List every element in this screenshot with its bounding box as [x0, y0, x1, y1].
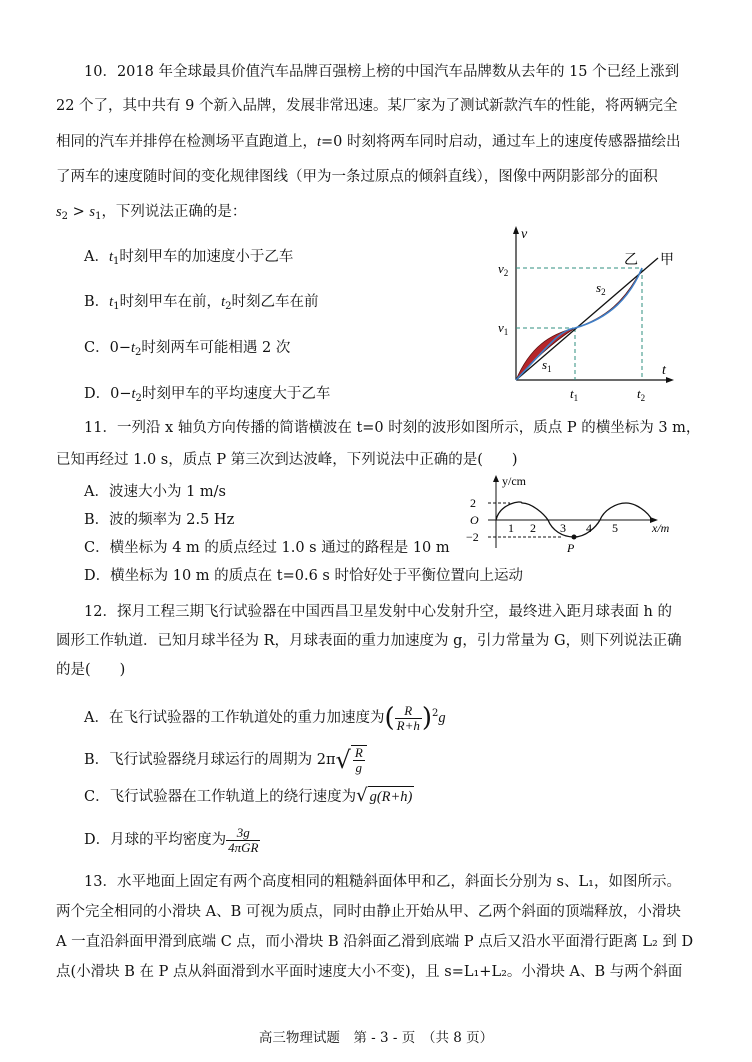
- s2-shade: [575, 268, 642, 328]
- q10-vt-graph: [490, 222, 690, 412]
- q10-line2: 22 个了，其中共有 9 个新入品牌，发展非常迅速。某厂家为了测试新款汽车的性能，将两辆完全: [56, 98, 678, 114]
- q12-line3: 的是( ): [56, 662, 126, 678]
- svg-text:y/cm: y/cm: [502, 474, 526, 488]
- svg-text:v2: $v_2$: [498, 261, 509, 278]
- svg-text:1: 1: [508, 521, 514, 535]
- svg-text:t: t: [662, 363, 666, 378]
- page-footer: 高三物理试题 第 - 3 - 页 （共 8 页）: [258, 1030, 494, 1046]
- svg-text:s1: $s_1$: [542, 357, 552, 374]
- q12-line1: 12．探月工程三期飞行试验器在中国西昌卫星发射中心发射升空，最终进入距月球表面 h 的: [84, 604, 673, 620]
- q11-option-a: A．波速大小为 1 m/s: [84, 484, 226, 500]
- q13-line3: A 一直沿斜面甲滑到底端 C 点，而小滑块 B 沿斜面乙滑到底端 P 点后又沿水平面滑行距离 L₂ 到 D: [56, 934, 694, 950]
- svg-text:t1: $t_1$: [570, 386, 579, 403]
- q10-line1: 10．2018 年全球最具价值汽车品牌百强榜上榜的中国汽车品牌数从去年的 15 个已经上涨到: [84, 64, 680, 80]
- q12-option-d: D．月球的平均密度为 $\frac{3g}{\text{4πGR}}$: [84, 824, 259, 855]
- wave-curve: [496, 502, 652, 537]
- svg-text:−2: −2: [466, 530, 479, 544]
- svg-text:4: 4: [586, 521, 592, 535]
- q11-line1: 11．一列沿 x 轴负方向传播的简谐横波在 t=0 时刻的波形如图所示，质点 P 的横坐标为 3 m，: [84, 420, 701, 436]
- svg-text:O: O: [470, 513, 479, 527]
- q11-option-d: D．横坐标为 10 m 的质点在 t=0.6 s 时恰好处于平衡位置向上运动: [84, 568, 523, 584]
- q10-option-a: A．$t_1$时刻甲车的加速度小于乙车: [84, 249, 294, 267]
- q11-option-c: C．横坐标为 4 m 的质点经过 1.0 s 通过的路程是 10 m: [84, 540, 450, 556]
- svg-text:s2: $s_2$: [596, 280, 606, 297]
- q10-line3: 相同的汽车并排停在检测场平直跑道上，t=0 时刻将两车同时启动，通过车上的速度传感器描绘出: [56, 134, 681, 150]
- q10-line5: $s_2 > s_1$，下列说法正确的是：: [56, 204, 247, 222]
- svg-text:v1: $v_1$: [498, 320, 509, 337]
- q13-line4: 点(小滑块 B 在 P 点从斜面滑到水平面时速度大小不变)，且 s=L₁+L₂。小滑块 A、B 与两个斜面: [56, 964, 683, 980]
- svg-text:5: 5: [612, 521, 618, 535]
- q12-option-c: C．飞行试验器在工作轨道上的绕行速度为√ g(R+h): [84, 785, 413, 806]
- q10-option-b: B．$t_1$时刻甲车在前，$t_2$时刻乙车在前: [84, 294, 319, 312]
- q10-line4: 了两车的速度随时间的变化规律图线（甲为一条过原点的倾斜直线），图像中两阴影部分的面积: [56, 169, 658, 185]
- svg-text:3: 3: [560, 521, 566, 535]
- svg-text:甲: 甲: [660, 253, 674, 268]
- jia-line: [516, 258, 658, 380]
- q13-line2: 两个完全相同的小滑块 A、B 可视为质点，同时由静止开始从甲、乙两个斜面的顶端释放，小滑块: [56, 904, 681, 920]
- svg-text:P: P: [567, 541, 575, 554]
- q11-option-b: B．波的频率为 2.5 Hz: [84, 512, 235, 528]
- q12-option-a: A．在飞行试验器的工作轨道处的重力加速度为( $\frac{R}{R+h}$ )$^2$g: [84, 702, 446, 733]
- q10-option-c: C．$0-t_2$时刻两车可能相遇 2 次: [84, 340, 291, 358]
- q12-line2: 圆形工作轨道．已知月球半径为 R，月球表面的重力加速度为 g，引力常量为 G，则下列说法正确: [56, 633, 682, 649]
- svg-text:t2: $t_2$: [637, 386, 646, 403]
- svg-text:x/m: x/m: [652, 521, 670, 535]
- svg-text:2: 2: [470, 496, 476, 510]
- svg-text:v: v: [521, 227, 528, 242]
- q11-line2: 已知再经过 1.0 s，质点 P 第三次到达波峰，下列说法中正确的是( ): [56, 452, 518, 468]
- svg-text:乙: 乙: [624, 253, 638, 268]
- q13-line1: 13．水平地面上固定有两个高度相同的粗糙斜面体甲和乙，斜面长分别为 s、L₁，如图所示。: [84, 874, 681, 890]
- svg-text:2: 2: [530, 521, 536, 535]
- q10-option-d: D．$0-t_2$时刻甲车的平均速度大于乙车: [84, 386, 331, 404]
- q12-option-b: B．飞行试验器绕月球运行的周期为 2π√ $\frac{R}{g}$: [84, 742, 367, 778]
- q11-wave-graph: [466, 472, 686, 554]
